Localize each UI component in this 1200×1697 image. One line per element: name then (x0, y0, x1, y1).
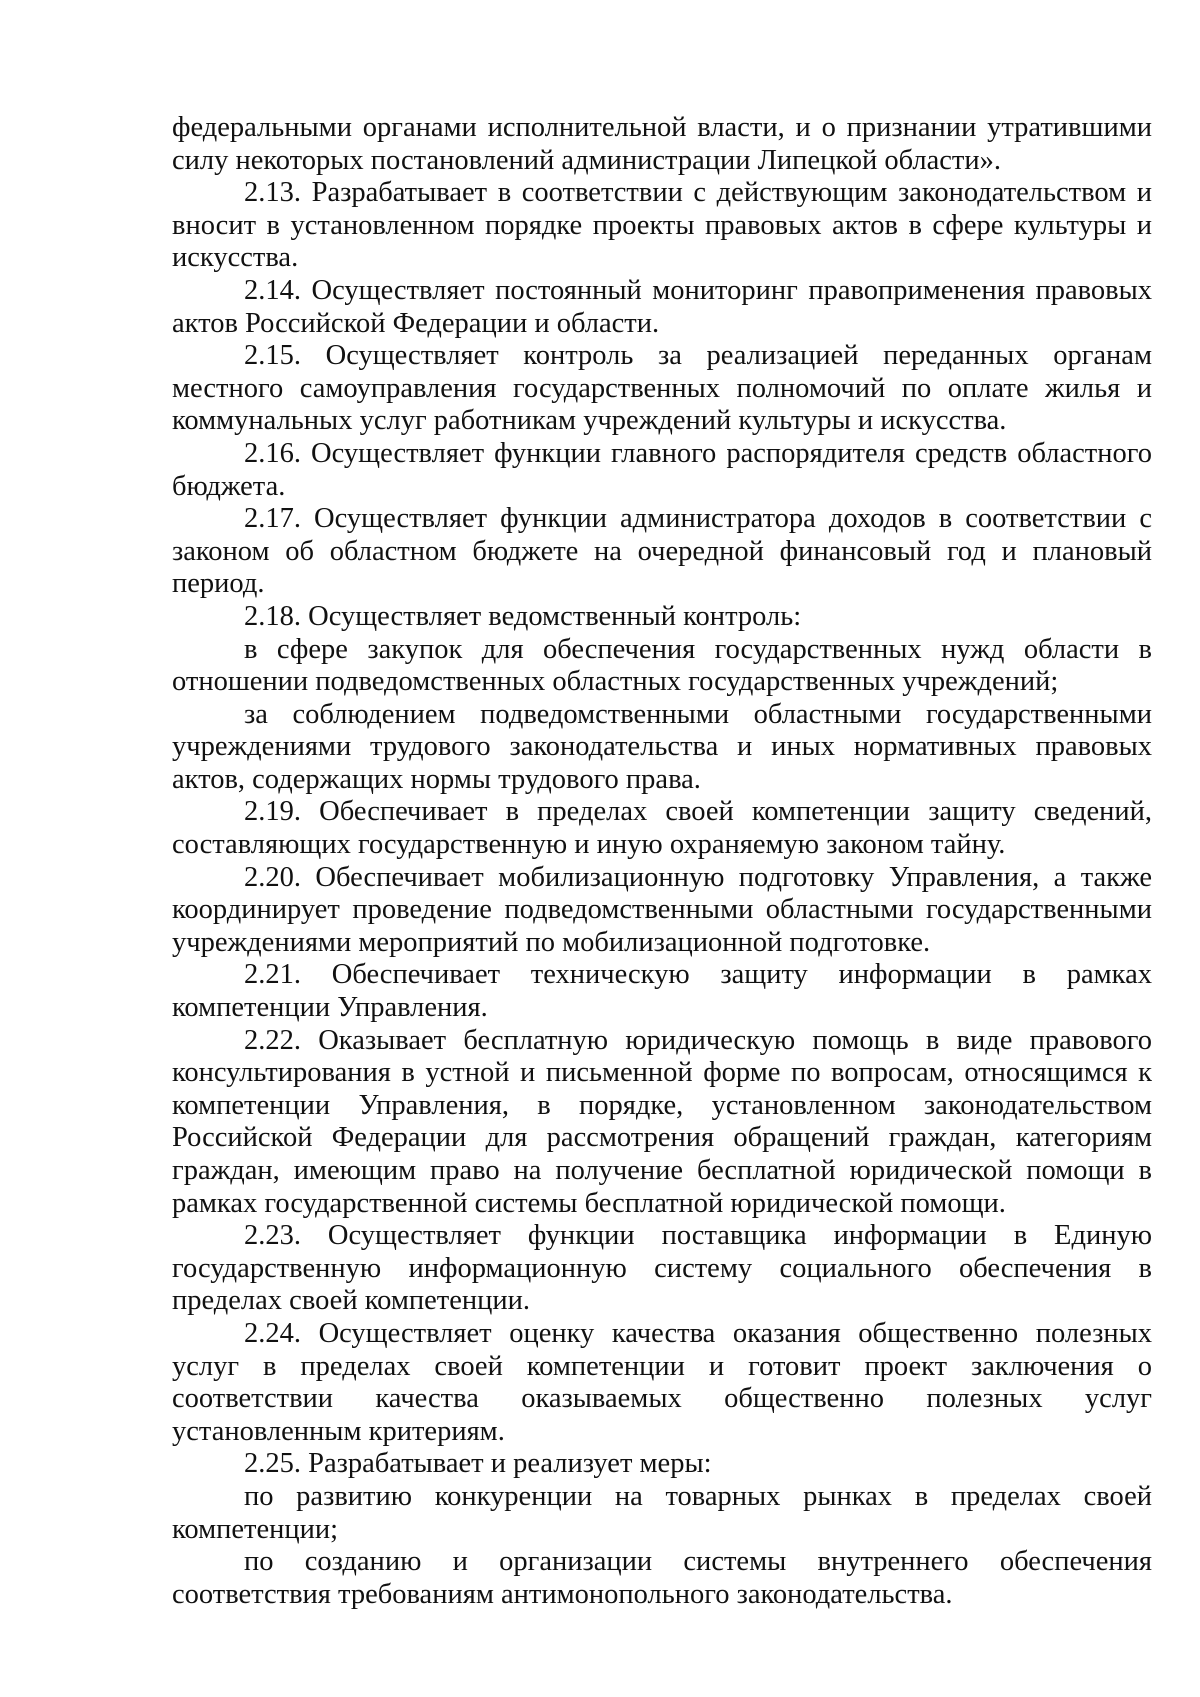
paragraph-2-15: 2.15. Осуществляет контроль за реализацией переданных органам местного самоуправления государственных полномочий по оплате жилья и коммунальных услуг работникам учреждений культуры и искусства. (172, 340, 1152, 437)
paragraph-2-19: 2.19. Обеспечивает в пределах своей компетенции защиту сведений, составляющих государственную и иную охраняемую законом тайну. (172, 796, 1152, 861)
paragraph-2-24: 2.24. Осуществляет оценку качества оказания общественно полезных услуг в пределах своей компетенции и готовит проект заключения о соответствии качества оказываемых общественно полезных услуг установленным критериям. (172, 1317, 1152, 1447)
paragraph-2-16: 2.16. Осуществляет функции главного распорядителя средств областного бюджета. (172, 437, 1152, 502)
paragraph-2-18-item-labor: за соблюдением подведомственными областными государственными учреждениями трудового законодательства и иных нормативных правовых актов, содержащих нормы трудового права. (172, 698, 1152, 795)
paragraph-2-21: 2.21. Обеспечивает техническую защиту информации в рамках компетенции Управления. (172, 959, 1152, 1024)
paragraph-2-13: 2.13. Разрабатывает в соответствии с действующим законодательством и вносит в установленном порядке проекты правовых актов в сфере культуры и искусства. (172, 177, 1152, 274)
paragraph-2-25-item-compliance: по созданию и организации системы внутреннего обеспечения соответствия требованиям антимонопольного законодательства. (172, 1546, 1152, 1610)
paragraph-2-20: 2.20. Обеспечивает мобилизационную подготовку Управления, а также координирует проведение подведомственными областными государственными учреждениями мероприятий по мобилизационной подготовке. (172, 861, 1152, 958)
paragraph-2-25-item-competition: по развитию конкуренции на товарных рынках в пределах своей компетенции; (172, 1480, 1152, 1545)
paragraph-2-18: 2.18. Осуществляет ведомственный контроль: (244, 600, 802, 632)
paragraph-2-25: 2.25. Разрабатывает и реализует меры: (244, 1448, 712, 1480)
paragraph-2-23: 2.23. Осуществляет функции поставщика информации в Единую государственную информационную систему социального обеспечения в пределах своей компетенции. (172, 1220, 1152, 1317)
paragraph-2-17: 2.17. Осуществляет функции администратора доходов в соответствии с законом об областном бюджете на очередной финансовый год и плановый период. (172, 503, 1152, 600)
paragraph-continuation: федеральными органами исполнительной власти, и о признании утратившими силу некоторых постановлений администрации Липецкой области». (172, 112, 1152, 176)
paragraph-2-18-item-procurement: в сфере закупок для обеспечения государственных нужд области в отношении подведомственных областных государственных учреждений; (172, 633, 1152, 698)
document-page (172, 112, 1152, 1611)
paragraph-2-14: 2.14. Осуществляет постоянный мониторинг правоприменения правовых актов Российской Федерации и области. (172, 274, 1152, 339)
paragraph-2-22: 2.22. Оказывает бесплатную юридическую помощь в виде правового консультирования в устной и письменной форме по вопросам, относящимся к компетенции Управления, в порядке, установленном законодательством Российской Федерации для рассмотрения обращений граждан, категориям граждан, имеющим право на получение бесплатной юридической помощи в рамках государственной системы бесплатной юридической помощи. (172, 1024, 1152, 1219)
